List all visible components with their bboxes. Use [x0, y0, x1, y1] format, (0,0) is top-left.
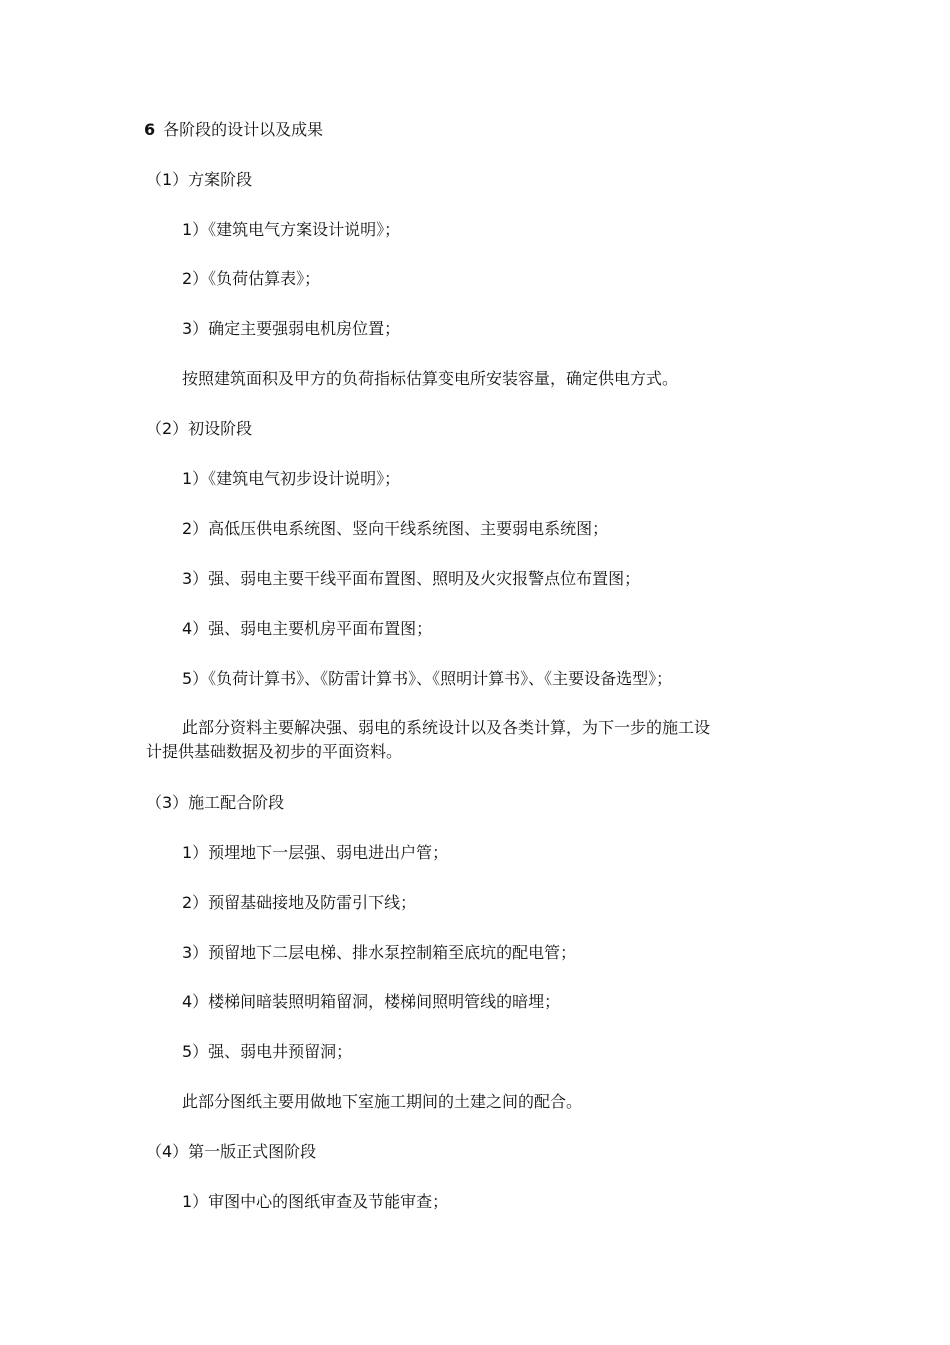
list-item: 2）《负荷估算表》； — [182, 269, 321, 288]
list-item: 2）预留基础接地及防雷引下线； — [182, 893, 417, 912]
list-item: 1）审图中心的图纸审查及节能审查； — [182, 1192, 449, 1211]
list-item: 3）预留地下二层电梯、排水泵控制箱至底坑的配电管； — [182, 943, 577, 962]
list-item: 5）强、弱电井预留洞； — [182, 1042, 353, 1061]
list-item: 2）高低压供电系统图、竖向干线系统图、主要弱电系统图； — [182, 519, 609, 538]
section-label-2: （2）初设阶段 — [146, 419, 253, 438]
paragraph-continued: 计提供基础数据及初步的平面资料。 — [146, 742, 403, 761]
section-label-3: （3）施工配合阶段 — [146, 793, 285, 812]
list-item: 1）《建筑电气方案设计说明》； — [182, 220, 401, 239]
list-item: 5）《负荷计算书》、《防雷计算书》、《照明计算书》、《主要设备选型》； — [182, 669, 673, 688]
list-item: 3）确定主要强弱电机房位置； — [182, 319, 401, 338]
paragraph: 按照建筑面积及甲方的负荷指标估算变电所安装容量，确定供电方式。 — [182, 369, 679, 388]
list-item: 4）强、弱电主要机房平面布置图； — [182, 619, 433, 638]
heading-title: 各阶段的设计以及成果 — [163, 120, 324, 139]
list-item: 1）《建筑电气初步设计说明》； — [182, 469, 401, 488]
paragraph: 此部分图纸主要用做地下室施工期间的土建之间的配合。 — [182, 1092, 583, 1111]
list-item: 1）预埋地下一层强、弱电进出户管； — [182, 843, 449, 862]
paragraph: 此部分资料主要解决强、弱电的系统设计以及各类计算，为下一步的施工设 — [182, 718, 711, 737]
section-heading — [144, 119, 323, 141]
heading-number: 6 — [144, 120, 156, 139]
section-label-4: （4）第一版正式图阶段 — [146, 1142, 317, 1161]
section-label-1: （1）方案阶段 — [146, 170, 253, 189]
list-item: 3）强、弱电主要干线平面布置图、照明及火灾报警点位布置图； — [182, 569, 641, 588]
list-item: 4）楼梯间暗装照明箱留洞，楼梯间照明管线的暗埋； — [182, 992, 561, 1011]
